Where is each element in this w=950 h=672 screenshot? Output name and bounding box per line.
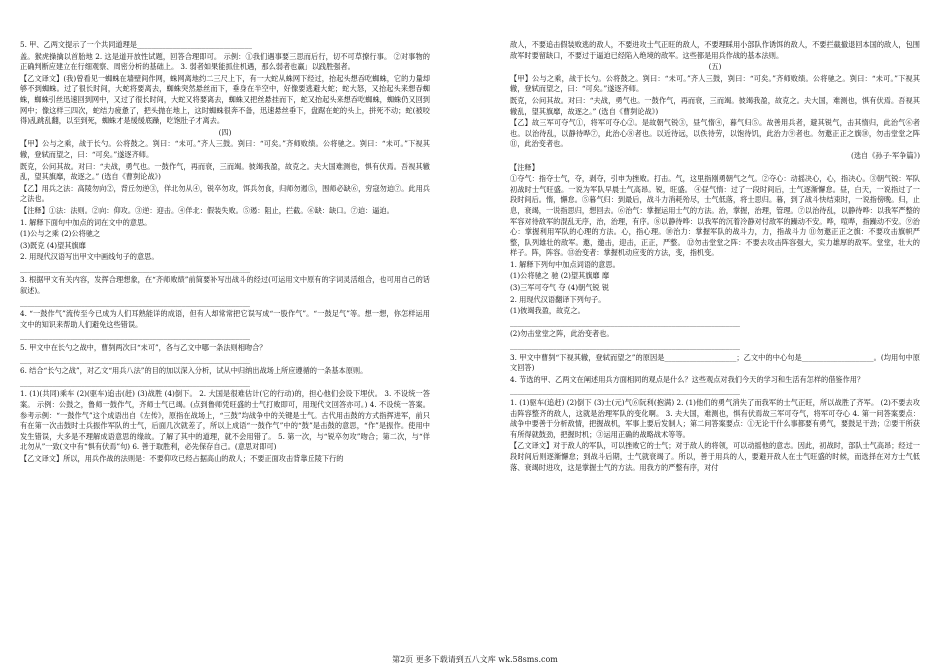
question-5: 5. 甲文中在长勺之战中，曹刿两次曰“未可”，各与乙文中哪一条法则相吻合？ — [20, 343, 267, 353]
answer-line: ________________________________________________________________ — [20, 377, 250, 387]
passage-jia-2: 既克，公问其故。对曰：“夫战，勇气也。一鼓作气，再而衰，三而竭。彼竭我盈，故克之。夫大国，难测也，惧有伏焉。吾视其辙乱，望其旗靡，故逐之。” (选自《曹刿论战》) — [510, 95, 920, 116]
left-column — [20, 40, 430, 466]
passage-source: (选自《孙子·军争篇》) — [851, 150, 920, 160]
question-6: 6. 结合“长勺之战”，对乙文“用兵八法”的目的加以深入分析，试从中归纳出战场上所应遵循的一条基本原则。 — [20, 366, 368, 376]
answer-line: ________________________________________________________________ — [20, 331, 250, 341]
question-1: 1. 解释下列句中加点词语的意思。 — [510, 259, 620, 269]
question-3: 3. 根据甲文有关内容，发挥合理想象，在“齐师败绩”前简要补写出战斗的经过(可运用文中原有的字词灵活组合，也可用自己的话叙述)。 — [20, 275, 430, 296]
answer-line: ________________________________________________________________ — [510, 386, 740, 396]
answer-line: ________________________________________________________________ — [20, 263, 250, 273]
question-5-shared-truth: 5. 甲、乙两文提示了一个共同道理是________________________________ — [20, 40, 252, 49]
question-1-items-b: (3)三军可夺气 夺 (4)朝气锐 锐 — [510, 283, 610, 293]
passage-yi: 【乙】用兵之法：高陵勿向②，背丘勿逆③，佯北勿从④，锐卒勿攻，饵兵勿食，归师勿遏⑤，围师必缺⑥，穷寇勿迫⑦。此用兵之法也。 — [20, 183, 430, 204]
answer-key-5: 1. (1)驱车(追赶) (2)倒下 (3)士(元)气⑥阮利(抱满) 2. (1)他们的勇气消失了而我军的士气正旺，所以战胜了齐军。 (2)不要去攻击阵容整齐的敌人，这就是治理军队的变化啊。 3. 夫大国，难测也，惧有伏焉故三军可夺气，将军可夺心 4. 第一问答案要点：战争中要善于分析敌情，把握战机，军事上要后发制人；第二问答案要点：①无论干什么事都要有勇气，要鼓足干劲；②要干所获有所得就鼓劲，把握时机；③运用正确的战略战术等等。 — [510, 398, 920, 439]
passage-jia-1: 【甲】公与之乘，战于长勺。公将鼓之。刿曰：“未可。”齐人三鼓，刿曰：“可矣。”齐师败绩。公将驰之。刿曰：“未可。”下视其辙，登轼而望之，曰：“可矣。”遂逐齐师。 — [510, 73, 920, 94]
passage-yi: 【乙】故三军可夺气①，将军可夺心②。是故朝气锐③，昼气惰④，暮气归⑤。故善用兵者，避其锐气，击其惰归，此治气⑥者也。以治待乱，以静待哗⑦，此治心⑧者也。以近待远，以佚待劳，以饱待饥，此治力⑨者也。勿邀正正之旗⑩，勿击堂堂之阵⑪，此治变者也。 — [510, 118, 920, 149]
question-1-items-a: (1)公与之乘 (2)公将驰之 — [20, 229, 101, 239]
translation-yi: 【乙文译文】对于敌人的军队，可以挫败它的士气；对于敌人的将领，可以动摇他的意志。因此，初战时，部队士气高昂；经过一段时间后则逐渐懈怠；到战斗后期，士气就衰竭了。所以，善于用兵的人，要避开敌人在士气旺盛的时候，而选择在对方士气低落、衰竭时进攻，这是掌握士气的方法。用我方的严整有序，对付 — [510, 441, 920, 472]
passage-jia-2: 既克，公问其故。对曰：“夫战，勇气也。一鼓作气，再而衰，三而竭。彼竭我盈，故克之。夫大国难测也，惧有伏焉。吾视其辙乱，望其旗靡，故逐之。” (选自《曹刿论战》) — [20, 161, 430, 182]
question-1-items-b: (3)既克 (4)望其旗靡 — [20, 240, 86, 250]
answer-key-4: 1. (1)(共同)乘车 (2)(驱车)追击(赶) (3)战胜 (4)倒下。 2. 大国是很难估计(它的行动)的，担心他们会设下埋伏。 3. 不设统一答案。 示例：公鼓之，鲁师一鼓作气，齐师士气已竭。(点到鲁师凭旺盛的士气打败即可，用现代文回答亦可。) 4. 不设统一答案。 参考示例：“一鼓作气”这个成语出自《左传》，原指在战场上，“三鼓”均战争中的关键是士气。古代用击鼓的方式指挥进军，前只有在第一次击鼓时士兵振作军队的士气，后面几次就差了，所以上成语“一鼓作气”中的“鼓”是击鼓的意思，“作”是振作。使用中发生错误，大多是不理解成语意思的缘故。了解了其中的道理，就不会用错了。 5. 第一次，与“锐卒勿攻”吻合；第二次，与“佯北勿从”一致(文中有“惧有伏焉”句) 6. 善于取胜利，必先保存自己。(意思对即可) — [20, 389, 430, 452]
right-column — [510, 40, 920, 474]
answer-line: ________________________________________________________________ — [20, 354, 250, 364]
question-2: 2. 用现代汉语翻译下列句子。 — [510, 294, 606, 304]
question-1: 1. 解释下面句中加点的词在文中的意思。 — [20, 217, 152, 227]
annotation-block: ①夺气：指夺士气，夺，剥夺，引申为挫败。打击。气，这里指刚勇朝气之气。②夺心：动摇决心，心，指决心。③朝气锐：军队初战时士气旺盛。一说为军队早晨士气高昂。锐，旺盛。 ④昼气惰：过了一段时间后，士气逐渐懈怠。昼，白天，一说指过了一段时间后。惰，懈怠。⑤暮气归：到最后，战斗力消耗殆尽，士气低落，将士思归。暮，到了战斗快结束时，一说指傍晚。归，止息，衰竭，一说指思归，想回去。⑥治气：掌握运用士气的方法。治，掌握，治理，管理。⑦以治待乱，以静待哗：以我军严整的军容对待敌军的混乱无序，治，治理，有序。⑧以静待哗：以我军的沉着冷静对付敌军的躁动不安。哗，喧哗，指躁动不安。⑨治心：掌握利用军队的心理的方法。心，指心理。⑩治力：掌握军队的战斗力，力，指战斗力 ⑪勿邀正正之旗：不要攻击旗帜严整，队列雄壮的敌军。邀，邀击，迎击，正正，严整。 ⑫勿击堂堂之阵：不要去攻击阵容强大，实力雄厚的敌军。堂堂，壮大的样子。阵，阵容。⑬治变者：掌握机动应变的方法，变，指机变。 — [510, 174, 920, 258]
page-footer: 第2页 更多下载请到五八文库 wk.58sms.com — [392, 655, 558, 664]
section-heading-4: (四) — [218, 127, 232, 137]
question-1-items-a: (1)公将驰之 驰 (2)望其旗靡 靡 — [510, 271, 610, 281]
translation-yi-start: 【乙文译文】所以，用兵作战的法则是：不要仰攻已经占据高山的敌人；不要正面攻击背靠丘陵下行的 — [20, 453, 344, 463]
answer-key-3: 盖。猴虎操擒以首胎地 2. 这是道开放性试题，回答合理即可。 示例：①我们遇事要三思而后行，切不可草撩行事。 ②对事物的正确判断应建立在行细观察、周密分析的基础上。 3. 弱者如果能抓住机遇，那么弱者也赢」以践胜强者。 — [20, 51, 430, 72]
question-2: 2. 用现代汉语写出甲文中画线句子的意思。 — [20, 252, 159, 262]
question-4: 4. 节选的甲、乙两文在阐述用兵方面相同的观点是什么？这些观点对我们今天的学习和生活有怎样的借鉴作用？ — [510, 374, 865, 384]
question-3: 3. 甲文中曹刿“下视其辙，登轼而望之”的原因是____________________；乙文中的中心句是____________________。(均用句中原文回答) — [510, 352, 920, 373]
annotation-heading: 【注释】 — [510, 162, 539, 172]
answer-line: ________________________________________________________________ — [510, 341, 740, 351]
answer-line: ________________________________________________________________ — [510, 317, 740, 327]
question-2-item-1: (1)彼竭我盈，故克之。 — [510, 306, 585, 316]
annotation-block: 【注释】①法：法则。②向：仰攻。③逆：迎击。④佯北：假装失败。⑤遏：阻止，拦截。⑥缺：缺口。⑦迫：逼迫。 — [20, 205, 394, 215]
passage-jia-1: 【甲】公与之乘，战于长勺。公将鼓之。刿曰：“未可。”齐人三鼓。刿曰：“可矣。”齐师败绩。公将驰之。刿曰：“未可。”下视其辙，登轼而望之，曰：“可矣。”遂逐齐师。 — [20, 139, 430, 159]
translation-spider-snake: 【乙文译文】(我)曾看见一蜘蛛在墙壁间作网，蛛网离地约二三尺上下，有一大蛇从蛛网下经过，抬起头想吞吃蜘蛛，它的力量却够不到蜘蛛。过了很长时间，大蛇将要离去，蜘蛛突然悬丝而下，垂身在半空中，好像要逃避大蛇；蛇大怒，又抬起头来想吞蜘蛛，蜘蛛引丝迅速回到网中，又过了很长时间，大蛇又将要离去，蜘蛛又把丝悬挂而下，蛇又抬起头来想吞吃蜘蛛，蜘蛛仍又回到网中；像这样三四次，蛇结力疲惫了，把头抛在地上，这时蜘蛛很奔不备，迅速悬丝垂下，盘踞在蛇的头上，拼死不动；蛇(被咬得)乱跳乱翻，以至到死，蜘蛛才是缓缓底躁，吃饱肚子才离去。 — [20, 73, 430, 126]
section-heading-5: (五) — [708, 62, 722, 72]
question-4: 4. “一鼓作气”流传至今已成为人们耳熟能详的成语，但有人却常常把它误写成“一股作气”。“一鼓足气”等。想一想，你怎样运用文中的知识来帮助人们避免这些错误。 — [20, 309, 430, 329]
answer-line: ________________________________________________________________ — [20, 297, 250, 307]
translation-yi-continued: 敌人，不要追击假装败逃的敌人，不要进攻士气正旺的敌人，不要理睬用小部队作诱饵的敌人，不要拦截撤退回本国的敌人，包围敌军时要留缺口，不要过于逼迫已经陷入绝境的敌军。这些都是用兵作战的基本法则。 — [510, 40, 920, 60]
question-2-item-2: (2)勿击堂堂之阵，此治变者也。 — [510, 329, 614, 339]
